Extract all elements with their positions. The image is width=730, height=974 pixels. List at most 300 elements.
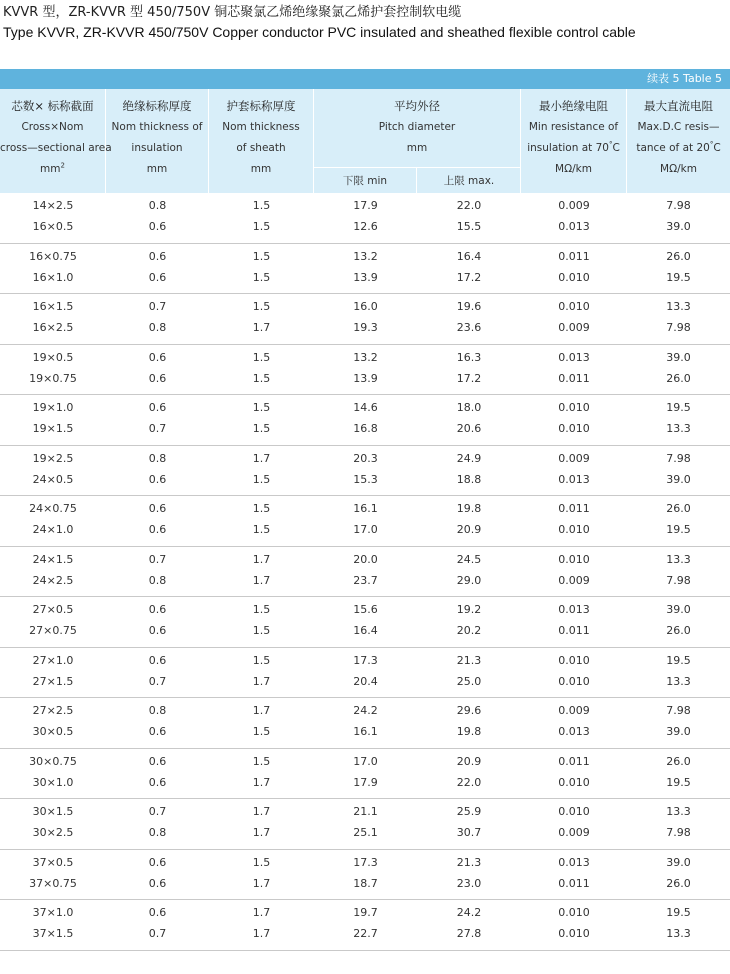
cell-cross-section: 27×1.5 (32, 674, 74, 688)
cell-insulation-thickness: 0.8 (148, 573, 167, 587)
cell-min-insulation-resistance: 0.013 (558, 725, 590, 738)
table-row-group (0, 244, 730, 295)
header-dc-unit: MΩ/km (660, 163, 697, 175)
header-resistance-en2-text: insulation at 70 (527, 142, 609, 154)
table-row-group (0, 547, 730, 598)
cell-min-insulation-resistance: 0.010 (558, 300, 590, 313)
cell-diameter-max: 19.6 (456, 300, 482, 313)
cell-cross-section: 30×2.5 (32, 826, 74, 839)
table-row-group (0, 446, 730, 497)
cell-sheath-thickness: 1.5 (252, 422, 271, 435)
cell-max-dc-resistance: 7.98 (666, 321, 691, 334)
cell-cross-section: 30×0.75 (29, 754, 77, 768)
cell-diameter-max: 25.0 (456, 674, 482, 688)
header-resistance-unit: MΩ/km (555, 163, 592, 175)
table-row-group (0, 698, 730, 749)
cell-diameter-min: 17.3 (353, 855, 378, 869)
cell-min-insulation-resistance: 0.011 (558, 624, 590, 637)
table-row (0, 472, 730, 488)
cell-diameter-max: 20.2 (456, 624, 482, 637)
table-row (0, 320, 730, 336)
cell-diameter-max: 15.5 (456, 220, 482, 233)
table-row (0, 926, 730, 942)
cell-cross-section: 27×0.5 (32, 603, 74, 616)
table-row (0, 674, 730, 690)
cell-max-dc-resistance: 39.0 (666, 472, 691, 486)
table-body (0, 193, 730, 951)
cell-sheath-thickness: 1.5 (252, 603, 271, 616)
cell-sheath-thickness: 1.7 (252, 927, 271, 940)
table-row (0, 905, 730, 921)
cell-sheath-thickness: 1.7 (252, 876, 271, 890)
cell-diameter-min: 12.6 (353, 220, 378, 233)
cell-sheath-thickness: 1.5 (252, 523, 271, 536)
table-row (0, 724, 730, 740)
cell-insulation-thickness: 0.8 (148, 321, 167, 334)
cell-sheath-thickness: 1.5 (252, 855, 271, 869)
header-insulation-en2: insulation (131, 142, 183, 154)
cell-sheath-thickness: 1.7 (252, 573, 271, 587)
cell-diameter-max: 24.2 (456, 906, 482, 919)
cell-insulation-thickness: 0.8 (148, 826, 167, 839)
header-insulation-unit: mm (146, 163, 168, 175)
cell-diameter-min: 17.0 (353, 523, 378, 536)
header-min-insulation-resistance (521, 89, 627, 193)
cell-min-insulation-resistance: 0.011 (558, 371, 590, 385)
cell-max-dc-resistance: 7.98 (666, 451, 691, 465)
cell-diameter-max: 27.8 (456, 927, 482, 940)
table-row (0, 855, 730, 871)
cell-min-insulation-resistance: 0.009 (558, 704, 590, 717)
table-row (0, 421, 730, 437)
cell-max-dc-resistance: 19.5 (666, 270, 691, 284)
cell-insulation-thickness: 0.7 (148, 422, 167, 435)
cell-sheath-thickness: 1.5 (252, 624, 271, 637)
cell-cross-section: 19×2.5 (32, 451, 74, 465)
cell-diameter-max: 20.9 (456, 754, 482, 768)
cell-cross-section: 27×0.75 (29, 624, 77, 637)
table-row (0, 350, 730, 366)
header-cross-section-en1: Cross×Nom (21, 121, 84, 133)
unit-mm: mm (40, 163, 61, 175)
cell-sheath-thickness: 1.5 (252, 653, 271, 667)
table-row-group (0, 294, 730, 345)
header-max-dc-resistance (627, 89, 730, 193)
cell-diameter-max: 17.2 (456, 270, 482, 284)
header-diameter-min: 下限 min (314, 167, 417, 193)
cell-sheath-thickness: 1.7 (252, 906, 271, 919)
table-row (0, 754, 730, 770)
cell-insulation-thickness: 0.6 (148, 472, 167, 486)
cell-max-dc-resistance: 19.5 (666, 523, 691, 536)
cell-insulation-thickness: 0.6 (148, 502, 167, 515)
cell-min-insulation-resistance: 0.009 (558, 321, 590, 334)
cell-insulation-thickness: 0.6 (148, 350, 167, 364)
cell-diameter-min: 13.9 (353, 371, 378, 385)
header-dc-cn: 最大直流电阻 (644, 99, 713, 113)
cell-insulation-thickness: 0.7 (148, 552, 167, 566)
cell-insulation-thickness: 0.6 (148, 270, 167, 284)
cell-diameter-max: 23.0 (456, 876, 482, 890)
cell-insulation-thickness: 0.6 (148, 624, 167, 637)
cell-diameter-min: 24.2 (353, 704, 378, 717)
cell-diameter-max: 18.8 (456, 472, 482, 486)
cell-max-dc-resistance: 39.0 (666, 725, 691, 738)
cell-min-insulation-resistance: 0.010 (558, 927, 590, 940)
table-continuation-label: 续表 5 Table 5 (647, 72, 722, 85)
cell-diameter-min: 19.7 (353, 906, 378, 919)
cell-cross-section: 30×1.5 (32, 805, 74, 818)
table-row (0, 552, 730, 568)
cell-cross-section: 16×1.0 (32, 270, 74, 284)
cell-min-insulation-resistance: 0.013 (558, 472, 590, 486)
header-insulation-cn: 绝缘标称厚度 (122, 99, 192, 113)
cell-min-insulation-resistance: 0.013 (558, 350, 590, 364)
table-row (0, 219, 730, 235)
table-row-group (0, 749, 730, 800)
degree-superscript: ° (608, 140, 613, 149)
cell-cross-section: 30×0.5 (32, 725, 74, 738)
cell-diameter-max: 18.0 (456, 401, 482, 414)
cell-sheath-thickness: 1.5 (252, 502, 271, 515)
table-row (0, 602, 730, 618)
table-row-group (0, 395, 730, 446)
cell-diameter-min: 17.9 (353, 775, 378, 789)
header-sheath-en1: Nom thickness (222, 121, 300, 133)
cell-max-dc-resistance: 19.5 (666, 775, 691, 789)
cell-diameter-min: 16.1 (353, 502, 378, 515)
cell-insulation-thickness: 0.6 (148, 249, 167, 263)
cell-sheath-thickness: 1.5 (252, 270, 271, 284)
cell-diameter-min: 25.1 (353, 826, 378, 839)
cell-min-insulation-resistance: 0.009 (558, 451, 590, 465)
cell-diameter-min: 13.2 (353, 350, 378, 364)
cell-sheath-thickness: 1.7 (252, 775, 271, 789)
cell-insulation-thickness: 0.8 (148, 451, 167, 465)
title-chinese: KVVR 型，ZR-KVVR 型 450/750V 铜芯聚氯乙烯绝缘聚氯乙烯护套控制软电缆 (3, 5, 462, 20)
cell-cross-section: 16×1.5 (32, 300, 74, 313)
cell-diameter-max: 19.8 (456, 502, 482, 515)
header-sheath-en2: of sheath (236, 142, 286, 154)
header-sheath-unit: mm (250, 163, 272, 175)
cell-max-dc-resistance: 13.3 (666, 552, 691, 566)
cell-sheath-thickness: 1.7 (252, 451, 271, 465)
cell-sheath-thickness: 1.5 (252, 472, 271, 486)
table-row-group (0, 900, 730, 951)
header-cross-section-en2: cross—sectional area (0, 142, 112, 154)
cell-cross-section: 19×1.0 (32, 401, 74, 414)
table-row (0, 876, 730, 892)
cell-diameter-max: 16.4 (456, 249, 482, 263)
cell-insulation-thickness: 0.6 (148, 371, 167, 385)
cell-diameter-min: 16.4 (353, 624, 378, 637)
cell-max-dc-resistance: 26.0 (666, 624, 691, 637)
table-row-group (0, 799, 730, 850)
cell-insulation-thickness: 0.6 (148, 401, 167, 414)
cell-cross-section: 16×0.75 (29, 249, 77, 263)
cell-diameter-min: 15.6 (353, 603, 378, 616)
table-row-group (0, 850, 730, 901)
table-row (0, 371, 730, 387)
header-resistance-en2 (521, 142, 626, 154)
header-diameter-max: 上限 max. (417, 167, 521, 193)
cell-diameter-min: 20.0 (353, 552, 378, 566)
table-row-group (0, 345, 730, 396)
cell-insulation-thickness: 0.6 (148, 523, 167, 536)
cell-min-insulation-resistance: 0.013 (558, 855, 590, 869)
cell-min-insulation-resistance: 0.011 (558, 249, 590, 263)
cell-sheath-thickness: 1.7 (252, 552, 271, 566)
cell-min-insulation-resistance: 0.011 (558, 502, 590, 515)
cell-insulation-thickness: 0.6 (148, 725, 167, 738)
header-diameter-en1: Pitch diameter (378, 121, 456, 133)
header-resistance-en2-unit: C (612, 142, 620, 154)
table-row (0, 299, 730, 315)
cell-diameter-max: 25.9 (456, 805, 482, 818)
cell-diameter-max: 21.3 (456, 653, 482, 667)
cell-sheath-thickness: 1.5 (252, 725, 271, 738)
cell-max-dc-resistance: 39.0 (666, 220, 691, 233)
cell-cross-section: 19×0.75 (29, 371, 77, 385)
cell-diameter-max: 22.0 (456, 199, 482, 212)
table-row (0, 451, 730, 467)
cell-max-dc-resistance: 7.98 (666, 199, 691, 212)
table-row (0, 825, 730, 841)
cell-min-insulation-resistance: 0.010 (558, 674, 590, 688)
cell-sheath-thickness: 1.5 (252, 300, 271, 313)
cell-diameter-min: 13.2 (353, 249, 378, 263)
header-diameter-unit: mm (406, 142, 428, 154)
cell-cross-section: 24×0.75 (29, 502, 77, 515)
table-row (0, 623, 730, 639)
cell-min-insulation-resistance: 0.013 (558, 220, 590, 233)
header-resistance-en1: Min resistance of (528, 121, 619, 133)
cell-cross-section: 24×1.5 (32, 552, 74, 566)
cell-cross-section: 37×1.5 (32, 927, 74, 940)
cell-max-dc-resistance: 19.5 (666, 653, 691, 667)
cell-diameter-max: 23.6 (456, 321, 482, 334)
cell-max-dc-resistance: 13.3 (666, 805, 691, 818)
table-row (0, 270, 730, 286)
cell-diameter-min: 23.7 (353, 573, 378, 587)
cell-min-insulation-resistance: 0.009 (558, 573, 590, 587)
header-resistance-cn: 最小绝缘电阻 (539, 99, 608, 113)
cell-cross-section: 27×1.0 (32, 653, 74, 667)
table-row-group (0, 496, 730, 547)
cell-diameter-max: 19.2 (456, 603, 482, 616)
header-sheath-cn: 护套标称厚度 (226, 99, 296, 113)
cell-min-insulation-resistance: 0.010 (558, 906, 590, 919)
cell-insulation-thickness: 0.6 (148, 603, 167, 616)
cell-min-insulation-resistance: 0.009 (558, 826, 590, 839)
cell-cross-section: 37×1.0 (32, 906, 74, 919)
table-row (0, 775, 730, 791)
table-row (0, 522, 730, 538)
cell-sheath-thickness: 1.5 (252, 249, 271, 263)
cell-diameter-min: 13.9 (353, 270, 378, 284)
cell-min-insulation-resistance: 0.009 (558, 199, 590, 212)
cell-max-dc-resistance: 39.0 (666, 855, 691, 869)
cell-sheath-thickness: 1.5 (252, 220, 271, 233)
cell-max-dc-resistance: 13.3 (666, 674, 691, 688)
cell-insulation-thickness: 0.6 (148, 906, 167, 919)
cell-cross-section: 27×2.5 (32, 704, 74, 717)
cell-insulation-thickness: 0.7 (148, 805, 167, 818)
cell-max-dc-resistance: 19.5 (666, 401, 691, 414)
cell-diameter-max: 30.7 (456, 826, 482, 839)
header-cross-section (0, 89, 112, 193)
title-english: Type KVVR, ZR-KVVR 450/750V Copper conductor PVC insulated and sheathed flexible control cable (3, 24, 636, 40)
cell-diameter-max: 29.0 (456, 573, 482, 587)
cell-insulation-thickness: 0.6 (148, 876, 167, 890)
cell-diameter-min: 16.0 (353, 300, 378, 313)
cell-diameter-min: 22.7 (353, 927, 378, 940)
cell-diameter-min: 18.7 (353, 876, 378, 890)
cell-insulation-thickness: 0.6 (148, 855, 167, 869)
cell-diameter-max: 22.0 (456, 775, 482, 789)
cell-insulation-thickness: 0.8 (148, 704, 167, 717)
cell-max-dc-resistance: 7.98 (666, 704, 691, 717)
cell-diameter-max: 16.3 (456, 350, 482, 364)
cell-insulation-thickness: 0.6 (148, 775, 167, 789)
cell-min-insulation-resistance: 0.010 (558, 775, 590, 789)
table-row (0, 804, 730, 820)
cell-insulation-thickness: 0.7 (148, 927, 167, 940)
cell-max-dc-resistance: 39.0 (666, 603, 691, 616)
header-dc-en2-text: tance of at 20 (636, 142, 710, 154)
table-header (0, 89, 730, 193)
cell-sheath-thickness: 1.5 (252, 350, 271, 364)
cell-sheath-thickness: 1.5 (252, 401, 271, 414)
cell-min-insulation-resistance: 0.010 (558, 523, 590, 536)
cell-max-dc-resistance: 19.5 (666, 906, 691, 919)
cell-cross-section: 37×0.75 (29, 876, 77, 890)
header-dc-en2 (627, 142, 730, 154)
cell-cross-section: 14×2.5 (32, 199, 74, 212)
header-cross-section-cn: 芯数× 标称截面 (11, 99, 94, 113)
cell-sheath-thickness: 1.7 (252, 805, 271, 818)
cell-sheath-thickness: 1.5 (252, 199, 271, 212)
cell-cross-section: 30×1.0 (32, 775, 74, 789)
cell-diameter-max: 24.5 (456, 552, 482, 566)
table-row (0, 400, 730, 416)
cell-diameter-max: 29.6 (456, 704, 482, 717)
cell-max-dc-resistance: 7.98 (666, 573, 691, 587)
table-row (0, 501, 730, 517)
cell-diameter-max: 21.3 (456, 855, 482, 869)
cell-diameter-min: 20.4 (353, 674, 378, 688)
cell-cross-section: 24×1.0 (32, 523, 74, 536)
cell-diameter-min: 17.0 (353, 754, 378, 768)
cell-cross-section: 19×1.5 (32, 422, 74, 435)
cell-sheath-thickness: 1.7 (252, 321, 271, 334)
cell-diameter-max: 20.9 (456, 523, 482, 536)
cell-diameter-min: 16.1 (353, 725, 378, 738)
cell-max-dc-resistance: 7.98 (666, 826, 691, 839)
cell-max-dc-resistance: 13.3 (666, 927, 691, 940)
cell-max-dc-resistance: 26.0 (666, 502, 691, 515)
header-insulation-thickness (106, 89, 209, 193)
cell-max-dc-resistance: 26.0 (666, 754, 691, 768)
header-insulation-en1: Nom thickness of (111, 121, 203, 133)
header-pitch-diameter (314, 89, 521, 193)
cell-cross-section: 24×2.5 (32, 573, 74, 587)
cell-max-dc-resistance: 26.0 (666, 371, 691, 385)
cell-cross-section: 16×0.5 (32, 220, 74, 233)
cell-diameter-min: 19.3 (353, 321, 378, 334)
table-row (0, 653, 730, 669)
cell-diameter-min: 21.1 (353, 805, 378, 818)
table-row-group (0, 648, 730, 699)
table-row (0, 573, 730, 589)
cell-max-dc-resistance: 39.0 (666, 350, 691, 364)
cell-cross-section: 19×0.5 (32, 350, 74, 364)
cell-cross-section: 24×0.5 (32, 472, 74, 486)
cell-min-insulation-resistance: 0.010 (558, 552, 590, 566)
cell-sheath-thickness: 1.5 (252, 371, 271, 385)
table-row-group (0, 193, 730, 244)
degree-superscript: ° (709, 140, 714, 149)
unit-superscript: 2 (60, 161, 65, 170)
cell-min-insulation-resistance: 0.010 (558, 422, 590, 435)
cell-sheath-thickness: 1.7 (252, 704, 271, 717)
cell-sheath-thickness: 1.7 (252, 826, 271, 839)
cell-max-dc-resistance: 13.3 (666, 300, 691, 313)
table-row (0, 198, 730, 214)
cell-min-insulation-resistance: 0.010 (558, 270, 590, 284)
cell-min-insulation-resistance: 0.010 (558, 805, 590, 818)
header-cross-section-unit (0, 163, 105, 175)
cell-min-insulation-resistance: 0.011 (558, 876, 590, 890)
cell-diameter-max: 17.2 (456, 371, 482, 385)
table-caption-band (0, 69, 730, 89)
cell-sheath-thickness: 1.5 (252, 754, 271, 768)
table-row (0, 703, 730, 719)
cell-diameter-min: 17.9 (353, 199, 378, 212)
cell-diameter-max: 20.6 (456, 422, 482, 435)
cell-max-dc-resistance: 13.3 (666, 422, 691, 435)
cell-insulation-thickness: 0.7 (148, 300, 167, 313)
cell-insulation-thickness: 0.6 (148, 653, 167, 667)
header-dc-en2-unit: C (713, 142, 721, 154)
header-dc-en1: Max.D.C resis— (637, 121, 720, 133)
table-row-group (0, 597, 730, 648)
cell-diameter-max: 24.9 (456, 451, 482, 465)
cell-diameter-min: 14.6 (353, 401, 378, 414)
cell-diameter-max: 19.8 (456, 725, 482, 738)
cell-insulation-thickness: 0.6 (148, 220, 167, 233)
cell-max-dc-resistance: 26.0 (666, 876, 691, 890)
cell-cross-section: 16×2.5 (32, 321, 74, 334)
cell-diameter-min: 20.3 (353, 451, 378, 465)
header-sheath-thickness (209, 89, 314, 193)
cell-insulation-thickness: 0.6 (148, 754, 167, 768)
header-diameter-cn: 平均外径 (394, 99, 440, 113)
cell-min-insulation-resistance: 0.010 (558, 401, 590, 414)
cell-min-insulation-resistance: 0.010 (558, 653, 590, 667)
cell-diameter-min: 15.3 (353, 472, 378, 486)
cell-max-dc-resistance: 26.0 (666, 249, 691, 263)
cell-diameter-min: 16.8 (353, 422, 378, 435)
table-row (0, 249, 730, 265)
cell-insulation-thickness: 0.7 (148, 674, 167, 688)
cell-min-insulation-resistance: 0.013 (558, 603, 590, 616)
cell-sheath-thickness: 1.7 (252, 674, 271, 688)
cell-diameter-min: 17.3 (353, 653, 378, 667)
cell-insulation-thickness: 0.8 (148, 199, 167, 212)
cell-cross-section: 37×0.5 (32, 855, 74, 869)
cell-min-insulation-resistance: 0.011 (558, 754, 590, 768)
